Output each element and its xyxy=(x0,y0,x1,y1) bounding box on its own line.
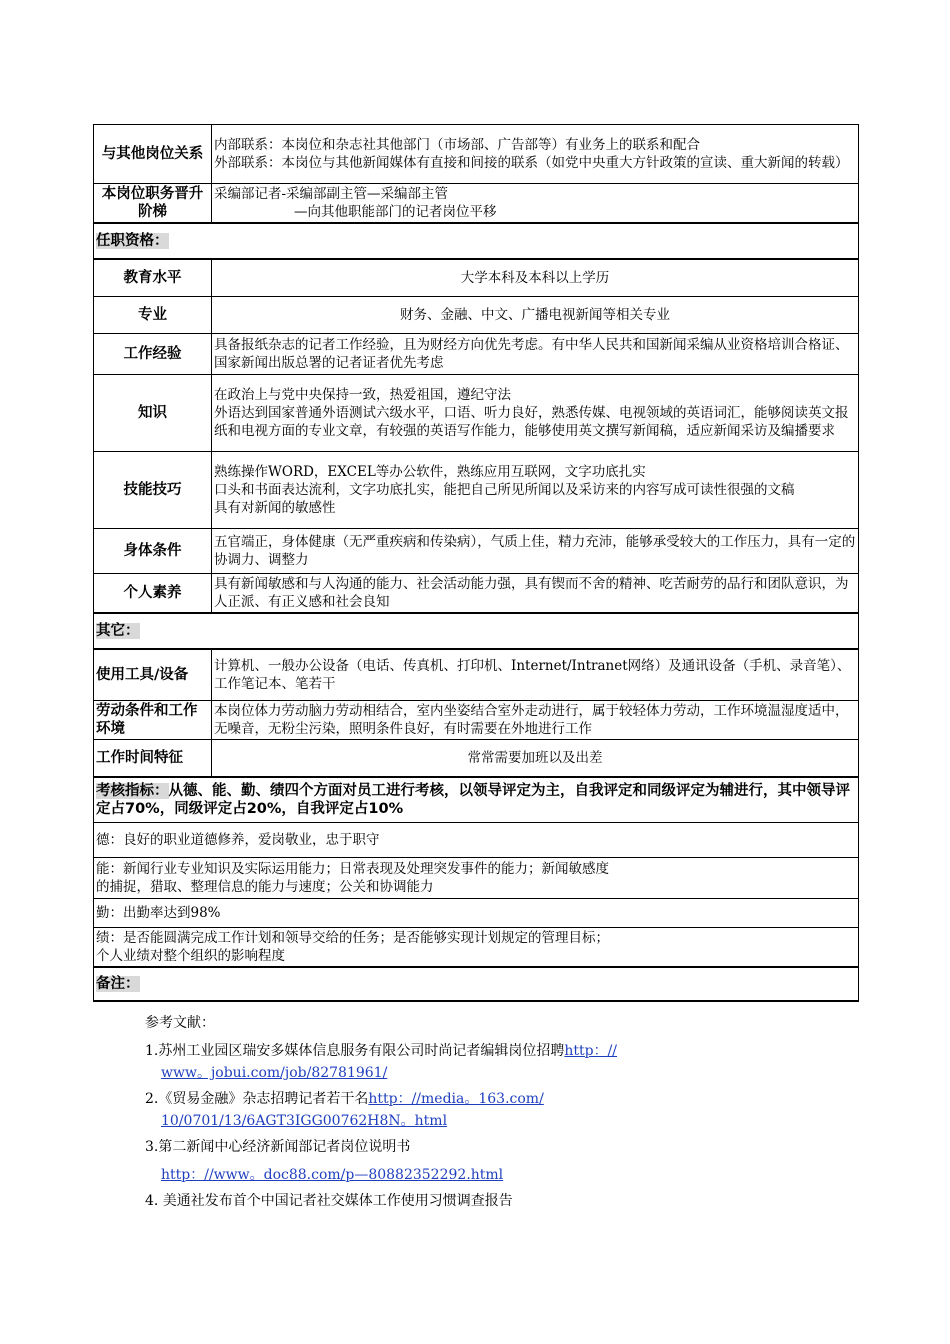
reference-item xyxy=(145,1040,865,1084)
reference-text: 1.苏州工业园区瑞安多媒体信息服务有限公司时尚记者编辑岗位招聘 xyxy=(145,1043,565,1059)
tools-label: 使用工具/设备 xyxy=(94,649,212,701)
tools-row xyxy=(94,649,859,701)
promotion-content xyxy=(212,184,859,224)
conditions-value: 本岗位体力劳动脑力劳动相结合，室内坐姿结合室外走动进行，属于较轻体力劳动，工作环境温湿度适中，无噪音，无粉尘污染，照明条件良好，有时需要在外地进行工作 xyxy=(212,701,859,740)
reference-text: 4. 美通社发布首个中国记者社交媒体工作使用习惯调查报告 xyxy=(145,1193,513,1209)
personal-label: 个人素养 xyxy=(94,574,212,614)
physical-value: 五官端正，身体健康（无严重疾病和传染病），气质上佳，精力充沛，能够承受较大的工作压力，具有一定的协调力、调整力 xyxy=(212,529,859,574)
job-description-table xyxy=(93,124,859,1002)
others-heading-row xyxy=(94,613,859,649)
qualifications-heading-row xyxy=(94,223,859,259)
worktime-row xyxy=(94,740,859,778)
assessment-heading-row xyxy=(94,777,859,823)
assessment-item-diligence xyxy=(94,899,859,928)
assessment-heading: 考核指标： xyxy=(96,783,169,799)
reference-text: 2.《贸易金融》杂志招聘记者若干名 xyxy=(145,1091,369,1107)
reference-item xyxy=(145,1136,865,1186)
skills-row xyxy=(94,452,859,529)
relations-external: 外部联系：本岗位与其他新闻媒体有直接和间接的联系（如党中央重大方针政策的宣读、重大新闻的转载） xyxy=(214,155,849,171)
major-row xyxy=(94,297,859,334)
knowledge-row xyxy=(94,375,859,452)
knowledge-label: 知识 xyxy=(94,375,212,452)
reference-link[interactable]: 10/0701/13/6AGT3IGG00762H8N。html xyxy=(161,1113,448,1129)
notes-row xyxy=(94,967,859,1001)
relations-label: 与其他岗位关系 xyxy=(94,125,212,184)
notes-cell xyxy=(94,967,859,1001)
physical-label: 身体条件 xyxy=(94,529,212,574)
diligence-text: 勤：出勤率达到98% xyxy=(94,899,859,928)
reference-item xyxy=(145,1088,865,1132)
ability-line-2: 的捕捉，猎取、整理信息的能力与速度；公关和协调能力 xyxy=(96,879,434,895)
assessment-item-ability xyxy=(94,858,859,899)
qualifications-heading-cell xyxy=(94,223,859,259)
skills-value xyxy=(212,452,859,529)
education-label: 教育水平 xyxy=(94,259,212,297)
education-value: 大学本科及本科以上学历 xyxy=(212,259,859,297)
promotion-row xyxy=(94,184,859,224)
skills-line-1: 熟练操作WORD，EXCEL等办公软件，熟练应用互联网，文字功底扎实 xyxy=(214,464,646,480)
references-section xyxy=(145,1006,865,1216)
qualifications-heading: 任职资格： xyxy=(96,233,169,249)
personal-value: 具有新闻敏感和与人沟通的能力、社会活动能力强，具有锲而不舍的精神、吃苦耐劳的品行和团队意识，为人正派、有正义感和社会良知 xyxy=(212,574,859,614)
experience-label: 工作经验 xyxy=(94,334,212,375)
knowledge-line-1: 在政治上与党中央保持一致，热爱祖国，遵纪守法 xyxy=(214,387,511,403)
promotion-label: 本岗位职务晋升阶梯 xyxy=(94,184,212,224)
reference-link[interactable]: http：//www。doc88.com/p—80882352292.html xyxy=(161,1167,504,1183)
notes-heading: 备注： xyxy=(96,976,140,992)
skills-line-3: 具有对新闻的敏感性 xyxy=(214,500,336,516)
performance-cell xyxy=(94,928,859,968)
major-value: 财务、金融、中文、广播电视新闻等相关专业 xyxy=(212,297,859,334)
experience-value: 具备报纸杂志的记者工作经验，且为财经方向优先考虑。有中华人民共和国新闻采编从业资格培训合格证、国家新闻出版总署的记者证者优先考虑 xyxy=(212,334,859,375)
assessment-intro: 从德、能、勤、绩四个方面对员工进行考核，以领导评定为主，自我评定和同级评定为辅进行，其中领导评定占70%，同级评定占20%，自我评定占10% xyxy=(96,783,850,817)
performance-line-2: 个人业绩对整个组织的影响程度 xyxy=(96,948,285,964)
promotion-line-2: —向其他职能部门的记者岗位平移 xyxy=(294,204,497,220)
major-label: 专业 xyxy=(94,297,212,334)
reference-link[interactable]: http：// xyxy=(564,1043,618,1059)
assessment-item-performance xyxy=(94,928,859,968)
reference-link[interactable]: www。jobui.com/job/82781961/ xyxy=(161,1065,388,1081)
relations-row xyxy=(94,125,859,184)
performance-line-1: 绩：是否能圆满完成工作计划和领导交给的任务；是否能够实现计划规定的管理目标； xyxy=(96,930,609,946)
references-heading: 参考文献： xyxy=(145,1015,215,1031)
others-heading-cell xyxy=(94,613,859,649)
worktime-value: 常常需要加班以及出差 xyxy=(212,740,859,778)
assessment-item-virtue xyxy=(94,823,859,858)
conditions-row xyxy=(94,701,859,740)
skills-line-2: 口头和书面表达流利，文字功底扎实，能把自己所见所闻以及采访来的内容写成可读性很强的文稿 xyxy=(214,482,795,498)
relations-internal: 内部联系：本岗位和杂志社其他部门（市场部、广告部等）有业务上的联系和配合 xyxy=(214,137,700,153)
relations-content xyxy=(212,125,859,184)
skills-label: 技能技巧 xyxy=(94,452,212,529)
tools-value: 计算机、一般办公设备（电话、传真机、打印机、Internet/Intranet网络）及通讯设备（手机、录音笔）、工作笔记本、笔若干 xyxy=(212,649,859,701)
worktime-label: 工作时间特征 xyxy=(94,740,212,778)
ability-line-1: 能：新闻行业专业知识及实际运用能力；日常表现及处理突发事件的能力；新闻敏感度 xyxy=(96,861,609,877)
ability-cell xyxy=(94,858,859,899)
personal-row xyxy=(94,574,859,614)
assessment-heading-cell xyxy=(94,777,859,823)
promotion-line-1: 采编部记者-采编部副主管—采编部主管 xyxy=(214,186,449,202)
knowledge-line-2: 外语达到国家普通外语测试六级水平，口语、听力良好，熟悉传媒、电视领域的英语词汇，能够阅读英文报纸和电视方面的专业文章，有较强的英语写作能力，能够使用英文撰写新闻稿，适应新闻采访及编播要求 xyxy=(214,405,849,439)
job-description-page xyxy=(93,124,858,1002)
experience-row xyxy=(94,334,859,375)
virtue-text: 德：良好的职业道德修养，爱岗敬业，忠于职守 xyxy=(94,823,859,858)
reference-link[interactable]: http：//media。163.com/ xyxy=(368,1091,544,1107)
reference-item xyxy=(145,1190,865,1212)
knowledge-value xyxy=(212,375,859,452)
reference-text: 3.第二新闻中心经济新闻部记者岗位说明书 xyxy=(145,1139,411,1155)
physical-row xyxy=(94,529,859,574)
education-row xyxy=(94,259,859,297)
conditions-label: 劳动条件和工作环境 xyxy=(94,701,212,740)
others-heading: 其它： xyxy=(96,623,140,639)
